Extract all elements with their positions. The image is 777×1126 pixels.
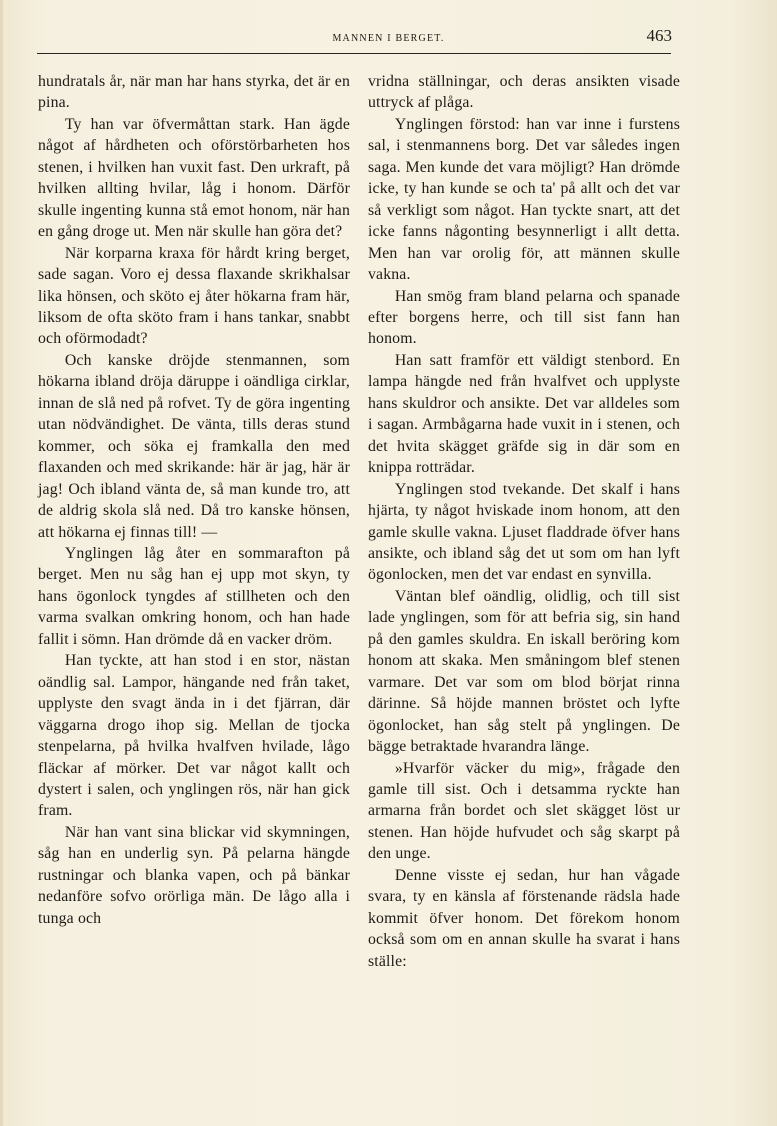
page-number: 463 <box>646 26 672 45</box>
paragraph: Han satt framför ett väldigt stenbord. En lampa hängde ned från hvalfvet och upplyste hans skuldror och ansikte. Det var alldeles som i sagan. Armbågarna hade vuxit in i stenen, och det hvita skägget gräfde sig in där som en knippa rotträdar. <box>368 351 680 477</box>
paragraph: Ynglingen förstod: han var inne i furstens sal, i stenmannens borg. Det var således ingen saga. Men kunde det vara möjligt? Han drömde icke, ty han kunde se och ta' på allt och det var så verkligt som något. Han tyckte snart, att det icke fanns någonting besynnerligt i allt detta. Men han var orolig för, att männen skulle vakna. <box>368 115 680 284</box>
paragraph: Ynglingen stod tvekande. Det skalf i hans hjärta, ty något hviskade inom honom, att den gamle skulle vakna. Ljuset fladdrade öfver hans ansikte, och ibland såg det ut som om han lyft ögonlocken, men det var endast en synvilla. <box>368 480 680 584</box>
paragraph: Och kanske dröjde stenmannen, som hökarna ibland dröja däruppe i oändliga cirklar, innan de slå ned på rofvet. Ty de göra ingenting utan nödvändighet. De vänta, tills deras stund kommer, och söka ej framkalla den med flaxanden och med skrikande: här är jag, här är jag! Och ibland vänta de, så man kunde tro, att de aldrig skola slå ned. Då tro kanske hönsen, att hökarna ej finnas till! — <box>38 351 350 541</box>
right-column <box>368 71 680 972</box>
paragraph: vridna ställningar, och deras ansikten visade uttryck af plåga. <box>368 73 680 112</box>
header-rule <box>37 53 671 54</box>
paragraph: Han tyckte, att han stod i en stor, nästan oändlig sal. Lampor, hängande ned från taket, upplyste den svagt ända in i det fjärran, där väggarna drogo ihop sig. Mellan de tjocka stenpelarna, på hvilka hvalfven hvilade, lågo fläckar af mörker. Det var något kallt och dystert i salen, och ynglingen rös, när han gick fram. <box>38 652 350 820</box>
paragraph: När han vant sina blickar vid skymningen, såg han en underlig syn. På pelarna hängde rustningar och blanka vapen, och på bänkar nedanföre sofvo orörliga män. De lågo alla i tunga och <box>38 823 350 927</box>
paragraph: Ynglingen låg åter en sommarafton på berget. Men nu såg han ej upp mot skyn, ty hans ögonlock tyngdes af stillheten och den varma svalkan omkring honom, och han hade fallit i sömn. Han drömde då en vacker dröm. <box>38 544 350 648</box>
running-header-title: MANNEN I BERGET. <box>332 33 445 44</box>
paragraph: »Hvarför väcker du mig», frågade den gamle till sist. Och i detsamma ryckte han armarna från bordet och slet skägget löst ur stenen. Han höjde hufvudet och såg skarpt på den unge. <box>368 759 680 863</box>
paragraph: Ty han var öfvermåttan stark. Han ägde något af hårdheten och oförstörbarheten hos stenen, i hvilken han vuxit fast. Den urkraft, på hvilken allting hvilar, låg i honom. Därför skulle ingenting kunna stå emot honom, när han en gång droge ut. Men när skulle han göra det? <box>38 115 350 241</box>
paragraph: När korparna kraxa för hårdt kring berget, sade sagan. Voro ej dessa flaxande skrikhalsar lika hönsen, och sköto ej åter hökarna fram här, liksom de ofta sköto fram i hans tankar, snabbt och oförmodadt? <box>38 244 350 348</box>
left-column <box>38 71 350 929</box>
page-edge <box>0 0 3 1126</box>
paragraph: Denne visste ej sedan, hur han vågade svara, ty en känsla af förstenande rädsla hade kommit öfver honom. Det förekom honom också som om en annan skulle ha svarat i hans ställe: <box>368 866 680 970</box>
paragraph: Han smög fram bland pelarna och spanade efter borgens herre, och till sist fann han honom. <box>368 287 680 348</box>
paragraph: hundratals år, när man har hans styrka, det är en pina. <box>38 73 350 112</box>
paragraph: Väntan blef oändlig, olidlig, och till sist lade ynglingen, som för att befria sig, sin hand på den gamles skuldra. En iskall beröring kom honom att skaka. Men småningom blef stenen varmare. Det var som om blod börjat rinna därinne. Så höjde mannen bröstet och lyfte ögonlocket, han såg stelt på ynglingen. De bägge betraktade hvarandra länge. <box>368 587 680 756</box>
